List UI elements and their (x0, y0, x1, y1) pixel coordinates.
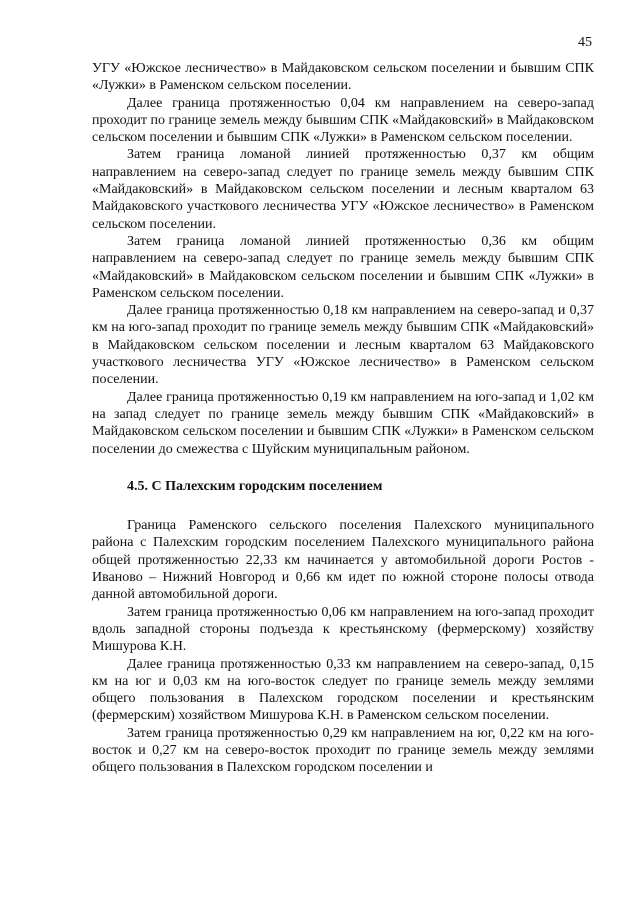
paragraph-truncated: Затем граница протяженностью 0,29 км направлением на юг, 0,22 км на юго-восток и 0,27 км на северо-восток проходит по границе земель между землями общего пользования в Палехском городском поселении и (92, 725, 594, 776)
paragraph: Затем граница протяженностью 0,06 км направлением на юго-запад проходит вдоль западной стороны подъезда к крестьянскому (фермерскому) хозяйству Мишурова К.Н. (92, 604, 594, 655)
paragraph-continuation: УГУ «Южское лесничество» в Майдаковском сельском поселении и бывшим СПК «Лужки» в Раменском сельском поселении. (92, 61, 594, 94)
paragraph: Граница Раменского сельского поселения Палехского муниципального района с Палехским городским поселением Палехского муниципального района общей протяженностью 22,33 км начинается у автомобильной дороги Ростов - Иваново – Нижний Новгород и 0,66 км идет по южной стороне полосы отвода данной автомобильной дороги. (92, 518, 594, 603)
paragraph: Далее граница протяженностью 0,19 км направлением на юго-запад и 1,02 км на запад следует по границе земель между бывшим СПК «Майдаковский» в Майдаковском сельском поселении и бывшим СПК «Лужки» в Раменском сельском поселении до смежества с Шуйским муниципальным районом. (92, 389, 594, 457)
paragraph: Далее граница протяженностью 0,04 км направлением на северо-запад проходит по границе земель между бывшим СПК «Майдаковский» в Майдаковском сельском поселении и бывшим СПК «Лужки» в Раменском сельском поселении. (92, 95, 594, 146)
paragraph: Далее граница протяженностью 0,18 км направлением на северо-запад и 0,37 км на юго-запад проходит по границе земель между бывшим СПК «Майдаковский» в Майдаковском сельском поселении и лесным кварталом 63 Майдаковского участкового лесничества УГУ «Южское лесничество» в Раменском сельском поселении. (92, 303, 594, 388)
document-body (92, 60, 594, 777)
paragraph: Затем граница ломаной линией протяженностью 0,36 км общим направлением на северо-запад следует по границе земель между бывшим СПК «Майдаковский» в Майдаковском сельском поселении и бывшим СПК «Лужки» в Раменском сельском поселении. (92, 233, 594, 301)
section-heading: 4.5. С Палехским городским поселением (127, 478, 383, 494)
paragraph: Далее граница протяженностью 0,33 км направлением на северо-запад, 0,15 км на юг и 0,03 км на юго-восток следует по границе земель между землями общего пользования в Палехском городском поселении и крестьянским (фермерским) хозяйством Мишурова К.Н. в Раменском сельском поселении. (92, 656, 594, 724)
paragraph: Затем граница ломаной линией протяженностью 0,37 км общим направлением на северо-запад следует по границе земель между бывшим СПК «Майдаковский» в Майдаковском сельском поселении и лесным кварталом 63 Майдаковского участкового лесничества УГУ «Южское лесничество» в Раменском сельском поселении. (92, 147, 594, 232)
page-number: 45 (578, 35, 592, 50)
